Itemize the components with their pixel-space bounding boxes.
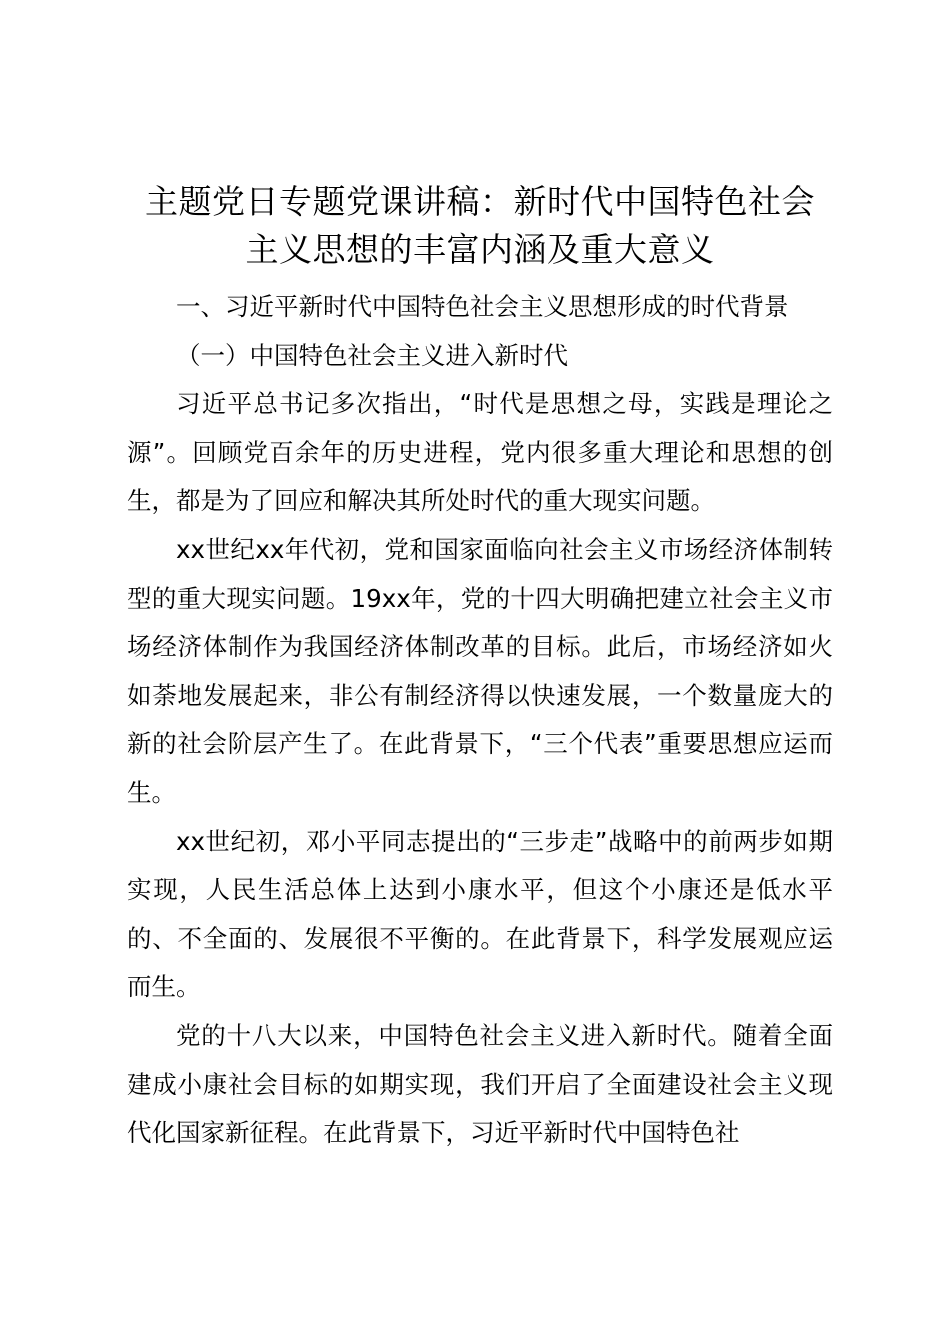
paragraph-2: xx世纪xx年代初，党和国家面临向社会主义市场经济体制转型的重大现实问题。19xx年，党的十四大明确把建立社会主义市场经济体制作为我国经济体制改革的目标。此后，市场经济如火如荼地发展起来，非公有制经济得以快速发展，一个数量庞大的新的社会阶层产生了。在此背景下，“三个代表”重要思想应运而生。 <box>127 534 833 807</box>
title-line-2: 主义思想的丰富内涵及重大意义 <box>245 230 715 269</box>
paragraph-1: 习近平总书记多次指出，“时代是思想之母，实践是理论之源”。回顾党百余年的历史进程，党内很多重大理论和思想的创生，都是为了回应和解决其所处时代的重大现实问题。 <box>127 389 833 516</box>
title-line-1: 主题党日专题党课讲稿：新时代中国特色社会 <box>145 182 815 221</box>
paragraph-3: xx世纪初，邓小平同志提出的“三步走”战略中的前两步如期实现，人民生活总体上达到小康水平，但这个小康还是低水平的、不全面的、发展很不平衡的。在此背景下，科学发展观应运而生。 <box>127 826 833 1002</box>
paragraph-4: 党的十八大以来，中国特色社会主义进入新时代。随着全面建成小康社会目标的如期实现，我们开启了全面建设社会主义现代化国家新征程。在此背景下，习近平新时代中国特色社 <box>127 1020 833 1148</box>
document-title <box>110 178 850 274</box>
section-heading: 一、习近平新时代中国特色社会主义思想形成的时代背景 <box>176 292 789 321</box>
subsection-heading: （一）中国特色社会主义进入新时代 <box>176 340 568 370</box>
document-body <box>127 283 833 1158</box>
